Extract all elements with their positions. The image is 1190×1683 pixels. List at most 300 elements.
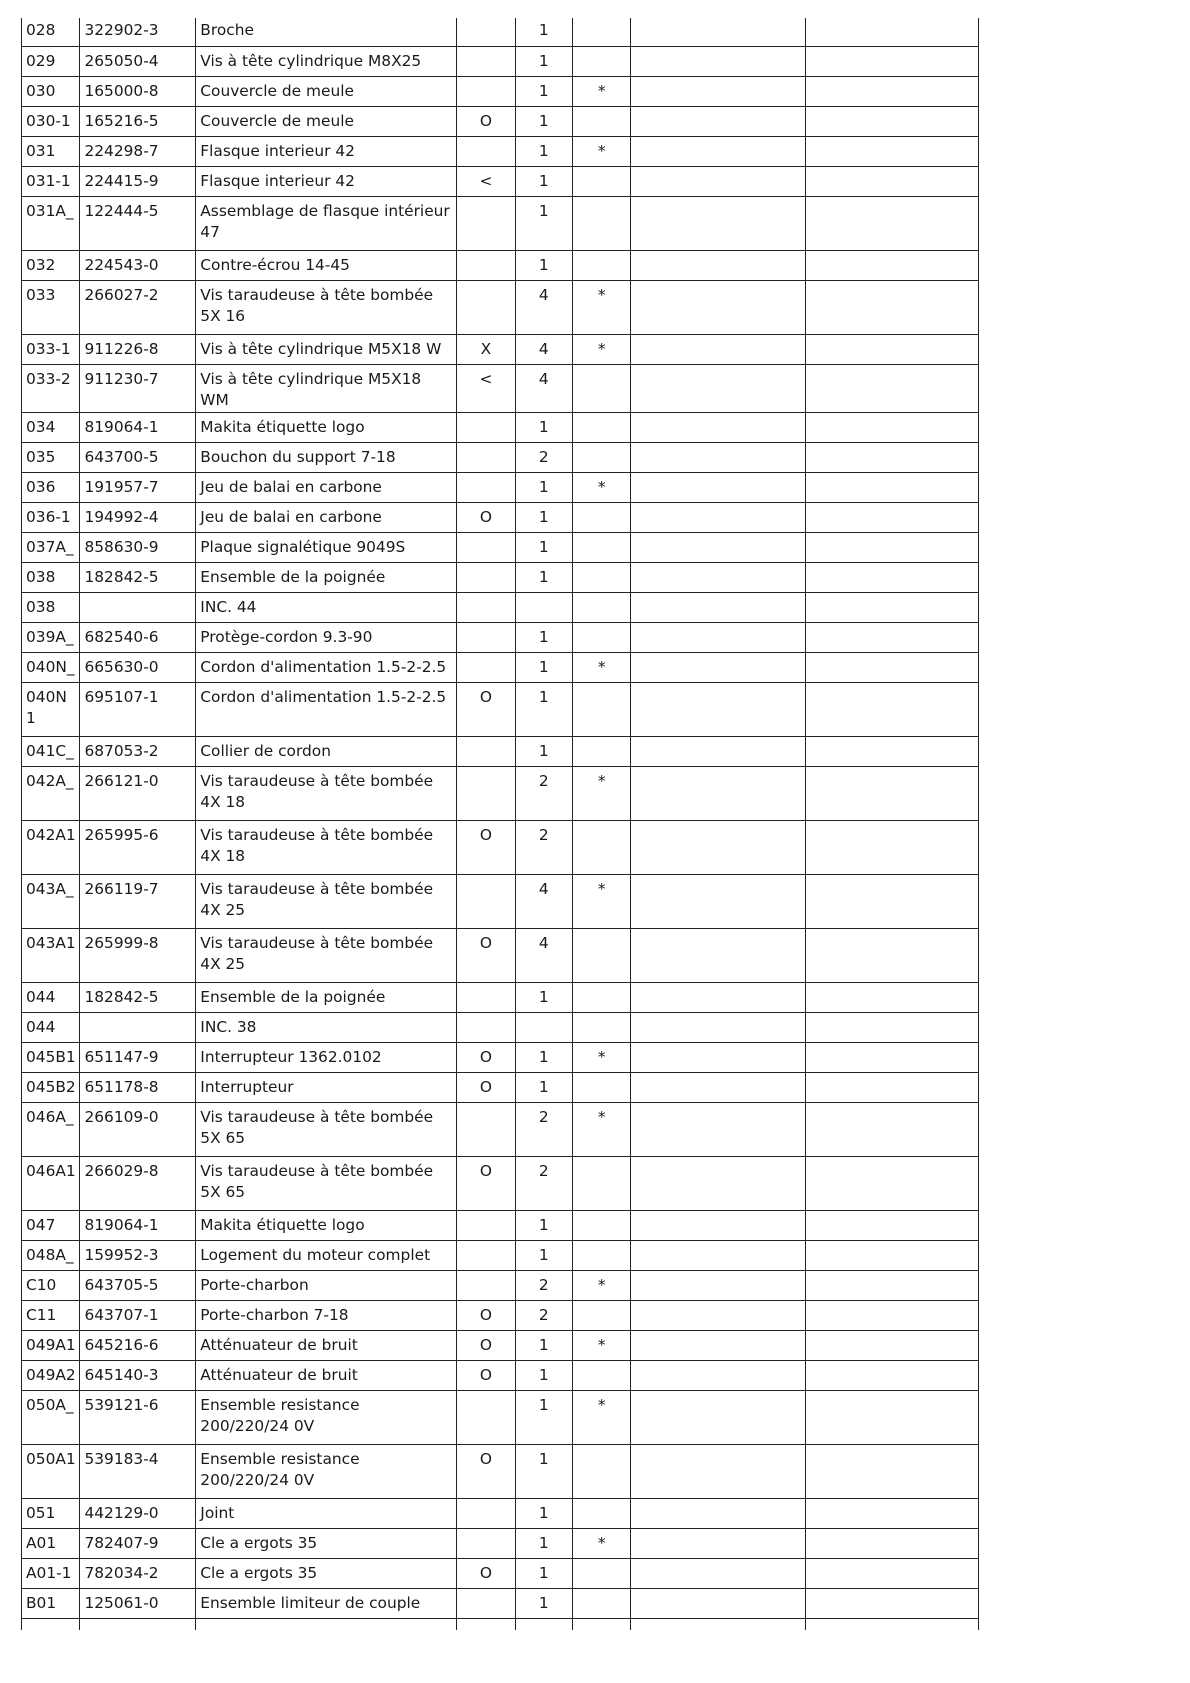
part-number-cell: 224543-0 <box>80 250 196 280</box>
part-flag-cell <box>573 1156 631 1210</box>
part-description-cell: Jeu de balai en carbone <box>196 472 457 502</box>
part-number-cell: 224415-9 <box>80 166 196 196</box>
part-description-cell: Assemblage de flasque intérieur 47 <box>196 196 457 250</box>
part-description-cell: Bouchon du support 7-18 <box>196 442 457 472</box>
empty-cell <box>805 412 978 442</box>
parts-table-row-partial <box>22 1618 979 1630</box>
part-quantity-cell: 1 <box>515 562 572 592</box>
part-number-cell: 643700-5 <box>80 442 196 472</box>
part-option-cell <box>457 1210 515 1240</box>
empty-cell <box>631 592 805 622</box>
empty-cell <box>805 820 978 874</box>
part-flag-cell <box>573 502 631 532</box>
part-number-cell: 182842-5 <box>80 562 196 592</box>
empty-cell <box>805 46 978 76</box>
part-flag-cell <box>573 412 631 442</box>
part-option-cell <box>457 1270 515 1300</box>
empty-cell <box>805 766 978 820</box>
part-ref-cell: 031A_ <box>22 196 80 250</box>
parts-table-row <box>22 1012 979 1042</box>
empty-cell <box>805 196 978 250</box>
part-flag-cell <box>573 982 631 1012</box>
part-quantity-cell: 1 <box>515 1528 572 1558</box>
parts-table-row <box>22 364 979 412</box>
part-ref-cell: 051 <box>22 1498 80 1528</box>
part-description-cell: Vis taraudeuse à tête bombée 5X 16 <box>196 280 457 334</box>
part-number-cell: 911226-8 <box>80 334 196 364</box>
part-flag-cell <box>573 106 631 136</box>
part-flag-cell <box>573 166 631 196</box>
part-number-cell: 782407-9 <box>80 1528 196 1558</box>
empty-cell <box>631 532 805 562</box>
part-ref-cell: 050A_ <box>22 1390 80 1444</box>
empty-cell <box>631 364 805 412</box>
empty-cell <box>631 622 805 652</box>
part-number-cell: 266119-7 <box>80 874 196 928</box>
empty-cell <box>805 106 978 136</box>
part-description-cell: Couvercle de meule <box>196 76 457 106</box>
parts-table-row <box>22 136 979 166</box>
part-option-cell: X <box>457 334 515 364</box>
part-ref-cell: 037A_ <box>22 532 80 562</box>
empty-cell <box>805 928 978 982</box>
part-option-cell <box>457 442 515 472</box>
part-option-cell: O <box>457 1156 515 1210</box>
part-quantity-cell: 1 <box>515 1360 572 1390</box>
part-ref-cell: 040N 1 <box>22 682 80 736</box>
part-ref-cell: 039A_ <box>22 622 80 652</box>
part-number-cell: 182842-5 <box>80 982 196 1012</box>
part-description-cell: Atténuateur de bruit <box>196 1360 457 1390</box>
part-option-cell: O <box>457 682 515 736</box>
part-quantity-cell: 1 <box>515 106 572 136</box>
empty-cell <box>805 18 978 46</box>
empty-cell <box>631 18 805 46</box>
empty-cell <box>805 1072 978 1102</box>
part-description-cell: Vis taraudeuse à tête bombée 4X 18 <box>196 766 457 820</box>
empty-cell <box>805 250 978 280</box>
part-option-cell: O <box>457 1072 515 1102</box>
part-option-cell <box>457 280 515 334</box>
part-option-cell <box>457 46 515 76</box>
part-description-cell: INC. 38 <box>196 1012 457 1042</box>
part-quantity-cell: 1 <box>515 250 572 280</box>
parts-table-row <box>22 1210 979 1240</box>
empty-cell <box>631 136 805 166</box>
empty-cell <box>631 1072 805 1102</box>
empty-cell <box>805 502 978 532</box>
parts-table-row <box>22 1558 979 1588</box>
empty-cell <box>805 1390 978 1444</box>
part-number-cell: 665630-0 <box>80 652 196 682</box>
empty-cell <box>805 1444 978 1498</box>
part-description-cell: Vis à tête cylindrique M8X25 <box>196 46 457 76</box>
empty-cell <box>631 502 805 532</box>
empty-cell <box>805 532 978 562</box>
part-option-cell <box>457 1390 515 1444</box>
part-description-cell: Vis taraudeuse à tête bombée 5X 65 <box>196 1102 457 1156</box>
part-flag-cell: * <box>573 874 631 928</box>
part-number-cell: 224298-7 <box>80 136 196 166</box>
empty-cell <box>631 1240 805 1270</box>
part-quantity-cell: 1 <box>515 1444 572 1498</box>
part-ref-cell: 036-1 <box>22 502 80 532</box>
empty-cell <box>631 334 805 364</box>
empty-cell <box>631 874 805 928</box>
empty-cell <box>805 280 978 334</box>
part-number-cell: 159952-3 <box>80 1240 196 1270</box>
part-flag-cell <box>573 562 631 592</box>
part-ref-cell: B01 <box>22 1588 80 1618</box>
empty-cell <box>631 76 805 106</box>
part-flag-cell <box>573 736 631 766</box>
part-number-cell: 687053-2 <box>80 736 196 766</box>
part-quantity-cell: 1 <box>515 1498 572 1528</box>
part-flag-cell: * <box>573 76 631 106</box>
empty-cell <box>631 472 805 502</box>
parts-table-row <box>22 1528 979 1558</box>
empty-cell <box>631 1618 805 1630</box>
part-flag-cell <box>573 682 631 736</box>
empty-cell <box>573 1618 631 1630</box>
empty-cell <box>805 472 978 502</box>
part-flag-cell <box>573 1444 631 1498</box>
part-number-cell: 651147-9 <box>80 1042 196 1072</box>
part-flag-cell <box>573 250 631 280</box>
part-flag-cell <box>573 592 631 622</box>
part-option-cell <box>457 136 515 166</box>
empty-cell <box>805 1240 978 1270</box>
part-number-cell: 442129-0 <box>80 1498 196 1528</box>
part-option-cell: O <box>457 1042 515 1072</box>
part-quantity-cell: 1 <box>515 652 572 682</box>
parts-table-row <box>22 874 979 928</box>
part-quantity-cell: 1 <box>515 502 572 532</box>
part-ref-cell: 050A1 <box>22 1444 80 1498</box>
parts-table-row <box>22 682 979 736</box>
empty-cell <box>631 280 805 334</box>
part-number-cell: 782034-2 <box>80 1558 196 1588</box>
parts-table-row <box>22 736 979 766</box>
empty-cell <box>631 1444 805 1498</box>
part-description-cell: Broche <box>196 18 457 46</box>
part-flag-cell <box>573 1558 631 1588</box>
part-flag-cell <box>573 1072 631 1102</box>
part-flag-cell: * <box>573 1330 631 1360</box>
empty-cell <box>805 874 978 928</box>
part-quantity-cell: 1 <box>515 682 572 736</box>
part-quantity-cell: 2 <box>515 1270 572 1300</box>
empty-cell <box>805 442 978 472</box>
empty-cell <box>631 562 805 592</box>
part-ref-cell: 030 <box>22 76 80 106</box>
empty-cell <box>805 1330 978 1360</box>
parts-table-row <box>22 250 979 280</box>
empty-cell <box>631 1270 805 1300</box>
parts-table-row <box>22 1588 979 1618</box>
part-number-cell: 643705-5 <box>80 1270 196 1300</box>
part-flag-cell: * <box>573 1390 631 1444</box>
part-quantity-cell: 1 <box>515 982 572 1012</box>
part-quantity-cell: 1 <box>515 1072 572 1102</box>
part-number-cell: 265995-6 <box>80 820 196 874</box>
part-flag-cell: * <box>573 1528 631 1558</box>
part-quantity-cell: 1 <box>515 1390 572 1444</box>
part-number-cell: 645140-3 <box>80 1360 196 1390</box>
empty-cell <box>631 1498 805 1528</box>
empty-cell <box>805 1210 978 1240</box>
empty-cell <box>631 1588 805 1618</box>
part-description-cell: Cordon d'alimentation 1.5-2-2.5 <box>196 652 457 682</box>
part-number-cell: 645216-6 <box>80 1330 196 1360</box>
part-ref-cell: 045B1 <box>22 1042 80 1072</box>
part-description-cell: Porte-charbon 7-18 <box>196 1300 457 1330</box>
parts-table-row <box>22 196 979 250</box>
part-description-cell: Ensemble resistance 200/220/24 0V <box>196 1444 457 1498</box>
part-option-cell <box>457 592 515 622</box>
parts-table-row <box>22 18 979 46</box>
parts-table-row <box>22 1156 979 1210</box>
part-flag-cell: * <box>573 1270 631 1300</box>
part-number-cell: 682540-6 <box>80 622 196 652</box>
part-description-cell: Interrupteur <box>196 1072 457 1102</box>
part-flag-cell: * <box>573 1042 631 1072</box>
parts-table-row <box>22 1240 979 1270</box>
part-flag-cell: * <box>573 280 631 334</box>
part-number-cell: 539121-6 <box>80 1390 196 1444</box>
empty-cell <box>805 364 978 412</box>
part-ref-cell: 033 <box>22 280 80 334</box>
part-option-cell: O <box>457 502 515 532</box>
part-flag-cell <box>573 928 631 982</box>
part-quantity-cell: 1 <box>515 622 572 652</box>
part-ref-cell: 031-1 <box>22 166 80 196</box>
empty-cell <box>631 1102 805 1156</box>
parts-table-row <box>22 412 979 442</box>
parts-table-row <box>22 280 979 334</box>
parts-table-row <box>22 1300 979 1330</box>
part-flag-cell <box>573 1210 631 1240</box>
empty-cell <box>631 106 805 136</box>
part-flag-cell: * <box>573 472 631 502</box>
part-flag-cell: * <box>573 1102 631 1156</box>
empty-cell <box>631 1390 805 1444</box>
part-quantity-cell: 1 <box>515 1558 572 1588</box>
empty-cell <box>805 1156 978 1210</box>
part-ref-cell: 049A1 <box>22 1330 80 1360</box>
parts-list-table <box>21 18 979 1630</box>
empty-cell <box>631 1330 805 1360</box>
part-ref-cell: C11 <box>22 1300 80 1330</box>
part-description-cell: Vis à tête cylindrique M5X18 W <box>196 334 457 364</box>
part-number-cell: 125061-0 <box>80 1588 196 1618</box>
part-ref-cell: 044 <box>22 982 80 1012</box>
part-option-cell <box>457 1012 515 1042</box>
part-option-cell <box>457 622 515 652</box>
part-quantity-cell: 1 <box>515 166 572 196</box>
parts-table-row <box>22 1444 979 1498</box>
part-quantity-cell: 2 <box>515 766 572 820</box>
part-quantity-cell: 2 <box>515 1156 572 1210</box>
part-number-cell: 165000-8 <box>80 76 196 106</box>
empty-cell <box>631 1210 805 1240</box>
empty-cell <box>805 1012 978 1042</box>
empty-cell <box>631 442 805 472</box>
part-flag-cell: * <box>573 652 631 682</box>
part-option-cell <box>457 412 515 442</box>
empty-cell <box>805 136 978 166</box>
part-quantity-cell: 2 <box>515 442 572 472</box>
part-description-cell: Vis à tête cylindrique M5X18 WM <box>196 364 457 412</box>
part-number-cell: 651178-8 <box>80 1072 196 1102</box>
part-flag-cell <box>573 1498 631 1528</box>
part-ref-cell: 043A1 <box>22 928 80 982</box>
part-ref-cell: C10 <box>22 1270 80 1300</box>
part-description-cell: Flasque interieur 42 <box>196 136 457 166</box>
part-number-cell: 266109-0 <box>80 1102 196 1156</box>
empty-cell <box>805 1528 978 1558</box>
parts-table-row <box>22 622 979 652</box>
part-number-cell <box>80 592 196 622</box>
part-description-cell: Joint <box>196 1498 457 1528</box>
part-ref-cell: 040N_ <box>22 652 80 682</box>
part-description-cell: Cle a ergots 35 <box>196 1558 457 1588</box>
part-ref-cell: 035 <box>22 442 80 472</box>
part-quantity-cell <box>515 1012 572 1042</box>
part-flag-cell <box>573 1360 631 1390</box>
empty-cell <box>805 76 978 106</box>
empty-cell <box>631 1360 805 1390</box>
part-description-cell: Makita étiquette logo <box>196 412 457 442</box>
part-flag-cell <box>573 18 631 46</box>
part-option-cell: O <box>457 928 515 982</box>
empty-cell <box>631 412 805 442</box>
empty-cell <box>805 982 978 1012</box>
part-ref-cell: 047 <box>22 1210 80 1240</box>
part-option-cell: < <box>457 364 515 412</box>
empty-cell <box>805 682 978 736</box>
parts-table-row <box>22 1270 979 1300</box>
empty-cell <box>805 1558 978 1588</box>
part-option-cell <box>457 982 515 1012</box>
part-quantity-cell: 1 <box>515 412 572 442</box>
parts-table-row <box>22 982 979 1012</box>
part-quantity-cell: 2 <box>515 1102 572 1156</box>
part-ref-cell: 042A1 <box>22 820 80 874</box>
part-flag-cell <box>573 442 631 472</box>
part-option-cell <box>457 1588 515 1618</box>
part-flag-cell <box>573 1012 631 1042</box>
empty-cell <box>805 736 978 766</box>
part-description-cell: Contre-écrou 14-45 <box>196 250 457 280</box>
part-ref-cell: 030-1 <box>22 106 80 136</box>
empty-cell <box>631 1558 805 1588</box>
part-number-cell: 695107-1 <box>80 682 196 736</box>
part-description-cell: Cordon d'alimentation 1.5-2-2.5 <box>196 682 457 736</box>
parts-table-row <box>22 166 979 196</box>
part-description-cell: Flasque interieur 42 <box>196 166 457 196</box>
part-description-cell: Porte-charbon <box>196 1270 457 1300</box>
part-ref-cell: 028 <box>22 18 80 46</box>
part-ref-cell: 031 <box>22 136 80 166</box>
empty-cell <box>631 1300 805 1330</box>
part-option-cell <box>457 562 515 592</box>
part-quantity-cell: 4 <box>515 364 572 412</box>
part-quantity-cell: 1 <box>515 1330 572 1360</box>
part-description-cell: Ensemble de la poignée <box>196 982 457 1012</box>
parts-table-row <box>22 76 979 106</box>
part-description-cell: Logement du moteur complet <box>196 1240 457 1270</box>
part-number-cell: 266029-8 <box>80 1156 196 1210</box>
part-quantity-cell: 1 <box>515 736 572 766</box>
part-quantity-cell: 2 <box>515 820 572 874</box>
part-flag-cell <box>573 196 631 250</box>
empty-cell <box>805 1588 978 1618</box>
empty-cell <box>631 1156 805 1210</box>
empty-cell <box>805 1360 978 1390</box>
part-option-cell: O <box>457 1558 515 1588</box>
empty-cell <box>631 1528 805 1558</box>
empty-cell <box>805 1042 978 1072</box>
empty-cell <box>805 1498 978 1528</box>
parts-table-row <box>22 766 979 820</box>
empty-cell <box>805 1300 978 1330</box>
empty-cell <box>631 982 805 1012</box>
part-description-cell: Makita étiquette logo <box>196 1210 457 1240</box>
empty-cell <box>631 196 805 250</box>
part-ref-cell: 032 <box>22 250 80 280</box>
part-ref-cell: 038 <box>22 562 80 592</box>
part-option-cell: O <box>457 1444 515 1498</box>
part-option-cell <box>457 874 515 928</box>
part-flag-cell <box>573 46 631 76</box>
empty-cell <box>805 592 978 622</box>
empty-cell <box>631 166 805 196</box>
part-number-cell <box>80 1012 196 1042</box>
part-option-cell <box>457 18 515 46</box>
part-number-cell: 322902-3 <box>80 18 196 46</box>
part-option-cell <box>457 76 515 106</box>
part-ref-cell: 043A_ <box>22 874 80 928</box>
empty-cell <box>631 928 805 982</box>
part-option-cell <box>457 1102 515 1156</box>
parts-table-row <box>22 106 979 136</box>
part-option-cell <box>457 652 515 682</box>
empty-cell <box>631 736 805 766</box>
part-option-cell <box>457 532 515 562</box>
part-flag-cell: * <box>573 334 631 364</box>
part-ref-cell: 033-1 <box>22 334 80 364</box>
part-option-cell <box>457 766 515 820</box>
part-number-cell: 858630-9 <box>80 532 196 562</box>
part-description-cell: Couvercle de meule <box>196 106 457 136</box>
part-quantity-cell: 1 <box>515 1042 572 1072</box>
part-flag-cell <box>573 1300 631 1330</box>
part-option-cell: < <box>457 166 515 196</box>
part-option-cell <box>457 736 515 766</box>
part-option-cell: O <box>457 1330 515 1360</box>
parts-table-row <box>22 820 979 874</box>
parts-table-row <box>22 562 979 592</box>
parts-table-row <box>22 1330 979 1360</box>
part-number-cell: 911230-7 <box>80 364 196 412</box>
part-option-cell <box>457 250 515 280</box>
parts-table-row <box>22 1390 979 1444</box>
parts-table-row <box>22 652 979 682</box>
empty-cell <box>22 1618 80 1630</box>
part-ref-cell: 045B2 <box>22 1072 80 1102</box>
part-option-cell: O <box>457 1360 515 1390</box>
